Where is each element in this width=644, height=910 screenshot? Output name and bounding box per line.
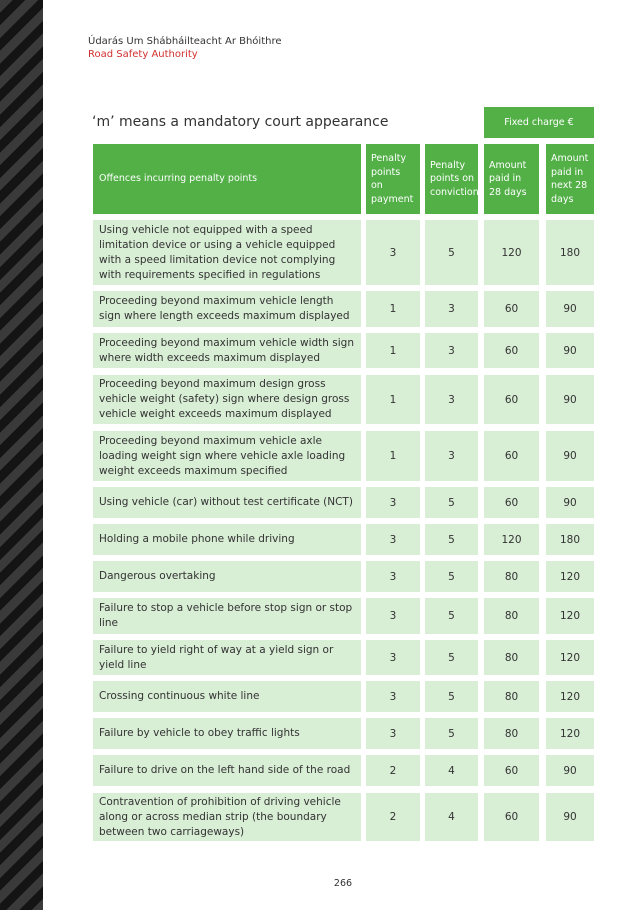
table-cell-amount-28-days: 60 <box>484 755 539 786</box>
table-cell-offence: Crossing continuous white line <box>93 681 361 712</box>
table-cell-points-on-payment: 1 <box>366 375 420 424</box>
table-cell-offence: Proceeding beyond maximum vehicle width sign where width exceeds maximum displayed <box>93 333 361 368</box>
column-header-points-on-conviction: Penalty points on conviction <box>425 144 478 214</box>
table-cell-points-on-conviction: 5 <box>425 524 478 555</box>
authority-english-name: Road Safety Authority <box>88 49 198 60</box>
table-cell-points-on-conviction: 3 <box>425 333 478 368</box>
table-cell-amount-28-days: 60 <box>484 487 539 518</box>
table-cell-points-on-payment: 1 <box>366 431 420 481</box>
table-cell-amount-next-28-days: 120 <box>546 598 594 634</box>
table-cell-offence: Holding a mobile phone while driving <box>93 524 361 555</box>
table-cell-amount-28-days: 60 <box>484 793 539 841</box>
table-cell-amount-28-days: 80 <box>484 718 539 749</box>
table-cell-offence: Using vehicle not equipped with a speed limitation device or using a vehicle equipped with a speed limitation device not complying with requirements specified in regulations <box>93 220 361 285</box>
page-header <box>88 35 282 61</box>
table-cell-amount-28-days: 80 <box>484 681 539 712</box>
table-cell-points-on-payment: 3 <box>366 220 420 285</box>
table-cell-offence: Using vehicle (car) without test certificate (NCT) <box>93 487 361 518</box>
table-cell-amount-next-28-days: 120 <box>546 718 594 749</box>
fixed-charge-header: Fixed charge € <box>484 107 594 138</box>
decorative-side-stripes <box>0 0 43 910</box>
table-cell-points-on-payment: 3 <box>366 640 420 675</box>
table-caption: ‘m’ means a mandatory court appearance <box>92 114 389 130</box>
table-cell-points-on-conviction: 3 <box>425 375 478 424</box>
table-cell-points-on-payment: 2 <box>366 793 420 841</box>
column-header-amount-next-28-days: Amount paid in next 28 days <box>546 144 594 214</box>
table-cell-offence: Failure by vehicle to obey traffic lights <box>93 718 361 749</box>
table-cell-points-on-payment: 3 <box>366 487 420 518</box>
table-cell-amount-next-28-days: 90 <box>546 291 594 327</box>
table-cell-points-on-payment: 3 <box>366 598 420 634</box>
table-cell-amount-next-28-days: 90 <box>546 755 594 786</box>
page-number: 266 <box>333 878 353 889</box>
table-cell-points-on-conviction: 5 <box>425 487 478 518</box>
table-cell-amount-28-days: 60 <box>484 291 539 327</box>
column-header-offence: Offences incurring penalty points <box>93 144 361 214</box>
table-cell-amount-28-days: 80 <box>484 598 539 634</box>
table-cell-points-on-conviction: 5 <box>425 681 478 712</box>
table-cell-offence: Proceeding beyond maximum vehicle axle loading weight sign where vehicle axle loading weight exceeds maximum specified <box>93 431 361 481</box>
table-cell-points-on-conviction: 3 <box>425 431 478 481</box>
table-cell-points-on-payment: 3 <box>366 681 420 712</box>
table-cell-amount-28-days: 120 <box>484 220 539 285</box>
column-header-amount-28-days: Amount paid in 28 days <box>484 144 539 214</box>
table-cell-offence: Failure to stop a vehicle before stop sign or stop line <box>93 598 361 634</box>
table-cell-amount-next-28-days: 120 <box>546 561 594 592</box>
table-cell-points-on-conviction: 3 <box>425 291 478 327</box>
table-cell-amount-next-28-days: 90 <box>546 333 594 368</box>
table-cell-amount-next-28-days: 120 <box>546 640 594 675</box>
table-cell-amount-28-days: 60 <box>484 375 539 424</box>
table-cell-points-on-payment: 3 <box>366 524 420 555</box>
table-cell-offence: Contravention of prohibition of driving vehicle along or across median strip (the boundary between two carriageways) <box>93 793 361 841</box>
table-cell-amount-next-28-days: 90 <box>546 431 594 481</box>
table-cell-points-on-conviction: 5 <box>425 561 478 592</box>
table-cell-amount-next-28-days: 120 <box>546 681 594 712</box>
table-cell-amount-next-28-days: 90 <box>546 375 594 424</box>
table-cell-amount-next-28-days: 90 <box>546 487 594 518</box>
table-cell-amount-next-28-days: 180 <box>546 524 594 555</box>
table-cell-offence: Failure to yield right of way at a yield sign or yield line <box>93 640 361 675</box>
table-cell-amount-28-days: 80 <box>484 561 539 592</box>
table-cell-amount-28-days: 120 <box>484 524 539 555</box>
table-cell-offence: Dangerous overtaking <box>93 561 361 592</box>
table-cell-offence: Proceeding beyond maximum vehicle length sign where length exceeds maximum displayed <box>93 291 361 327</box>
table-cell-amount-28-days: 60 <box>484 333 539 368</box>
table-cell-points-on-conviction: 5 <box>425 640 478 675</box>
table-cell-points-on-conviction: 4 <box>425 793 478 841</box>
table-cell-amount-28-days: 60 <box>484 431 539 481</box>
table-cell-points-on-payment: 3 <box>366 561 420 592</box>
authority-irish-name: Údarás Um Shábháilteacht Ar Bhóithre <box>88 36 282 47</box>
table-cell-points-on-conviction: 4 <box>425 755 478 786</box>
column-header-points-on-payment: Penalty points on payment <box>366 144 420 214</box>
table-cell-points-on-conviction: 5 <box>425 220 478 285</box>
table-cell-points-on-payment: 1 <box>366 291 420 327</box>
table-cell-offence: Proceeding beyond maximum design gross vehicle weight (safety) sign where design gross vehicle weight exceeds maximum displayed <box>93 375 361 424</box>
table-cell-points-on-conviction: 5 <box>425 718 478 749</box>
table-cell-points-on-payment: 3 <box>366 718 420 749</box>
table-cell-amount-28-days: 80 <box>484 640 539 675</box>
table-cell-points-on-conviction: 5 <box>425 598 478 634</box>
table-cell-points-on-payment: 1 <box>366 333 420 368</box>
table-cell-points-on-payment: 2 <box>366 755 420 786</box>
table-cell-amount-next-28-days: 180 <box>546 220 594 285</box>
table-cell-amount-next-28-days: 90 <box>546 793 594 841</box>
table-cell-offence: Failure to drive on the left hand side of the road <box>93 755 361 786</box>
